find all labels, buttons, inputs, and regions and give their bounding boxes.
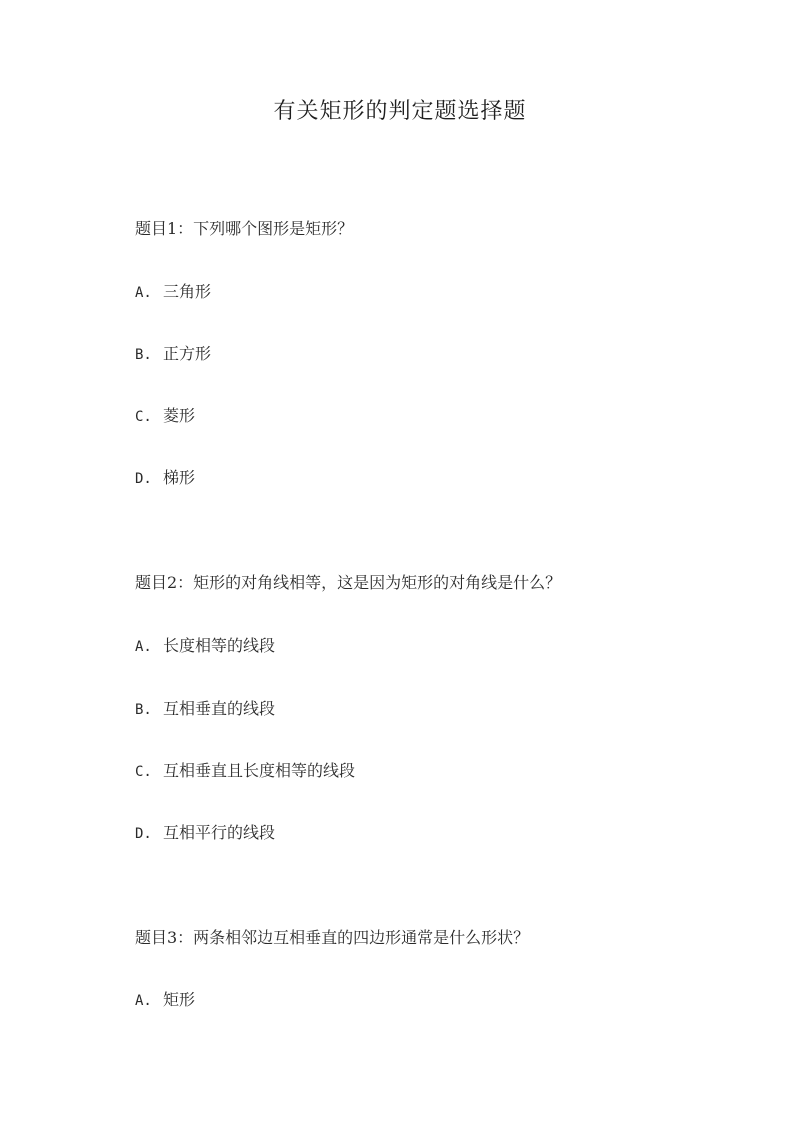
question-1-option-a (135, 280, 211, 305)
option-letter: B. (135, 347, 152, 363)
option-letter: A. (135, 639, 152, 655)
option-letter: D. (135, 471, 152, 487)
option-letter: C. (135, 764, 152, 780)
option-text: 互相垂直且长度相等的线段 (163, 761, 356, 780)
question-2-option-b (135, 697, 275, 722)
question-1-stem: 题目1：下列哪个图形是矩形？ (135, 219, 354, 238)
document-title: 有关矩形的判定题选择题 (273, 99, 527, 124)
question-2-stem: 题目2：矩形的对角线相等，这是因为矩形的对角线是什么？ (135, 573, 562, 592)
option-letter: C. (135, 409, 152, 425)
question-2-option-a (135, 634, 275, 659)
question-1-option-c (135, 404, 195, 429)
option-letter: A. (135, 285, 152, 301)
option-text: 互相平行的线段 (163, 823, 276, 842)
question-3-stem: 题目3：两条相邻边互相垂直的四边形通常是什么形状？ (135, 928, 530, 947)
option-letter: D. (135, 826, 152, 842)
option-text: 三角形 (163, 282, 212, 301)
option-letter: A. (135, 993, 152, 1009)
question-1-option-b (135, 342, 211, 367)
option-text: 正方形 (163, 344, 212, 363)
question-1-option-d (135, 466, 195, 491)
option-text: 长度相等的线段 (163, 636, 276, 655)
question-3-option-a (135, 988, 195, 1013)
option-text: 菱形 (163, 406, 196, 425)
question-2-option-c (135, 759, 355, 784)
option-text: 梯形 (163, 468, 196, 487)
option-letter: B. (135, 702, 152, 718)
option-text: 矩形 (163, 990, 196, 1009)
option-text: 互相垂直的线段 (163, 699, 276, 718)
question-2-option-d (135, 821, 275, 846)
